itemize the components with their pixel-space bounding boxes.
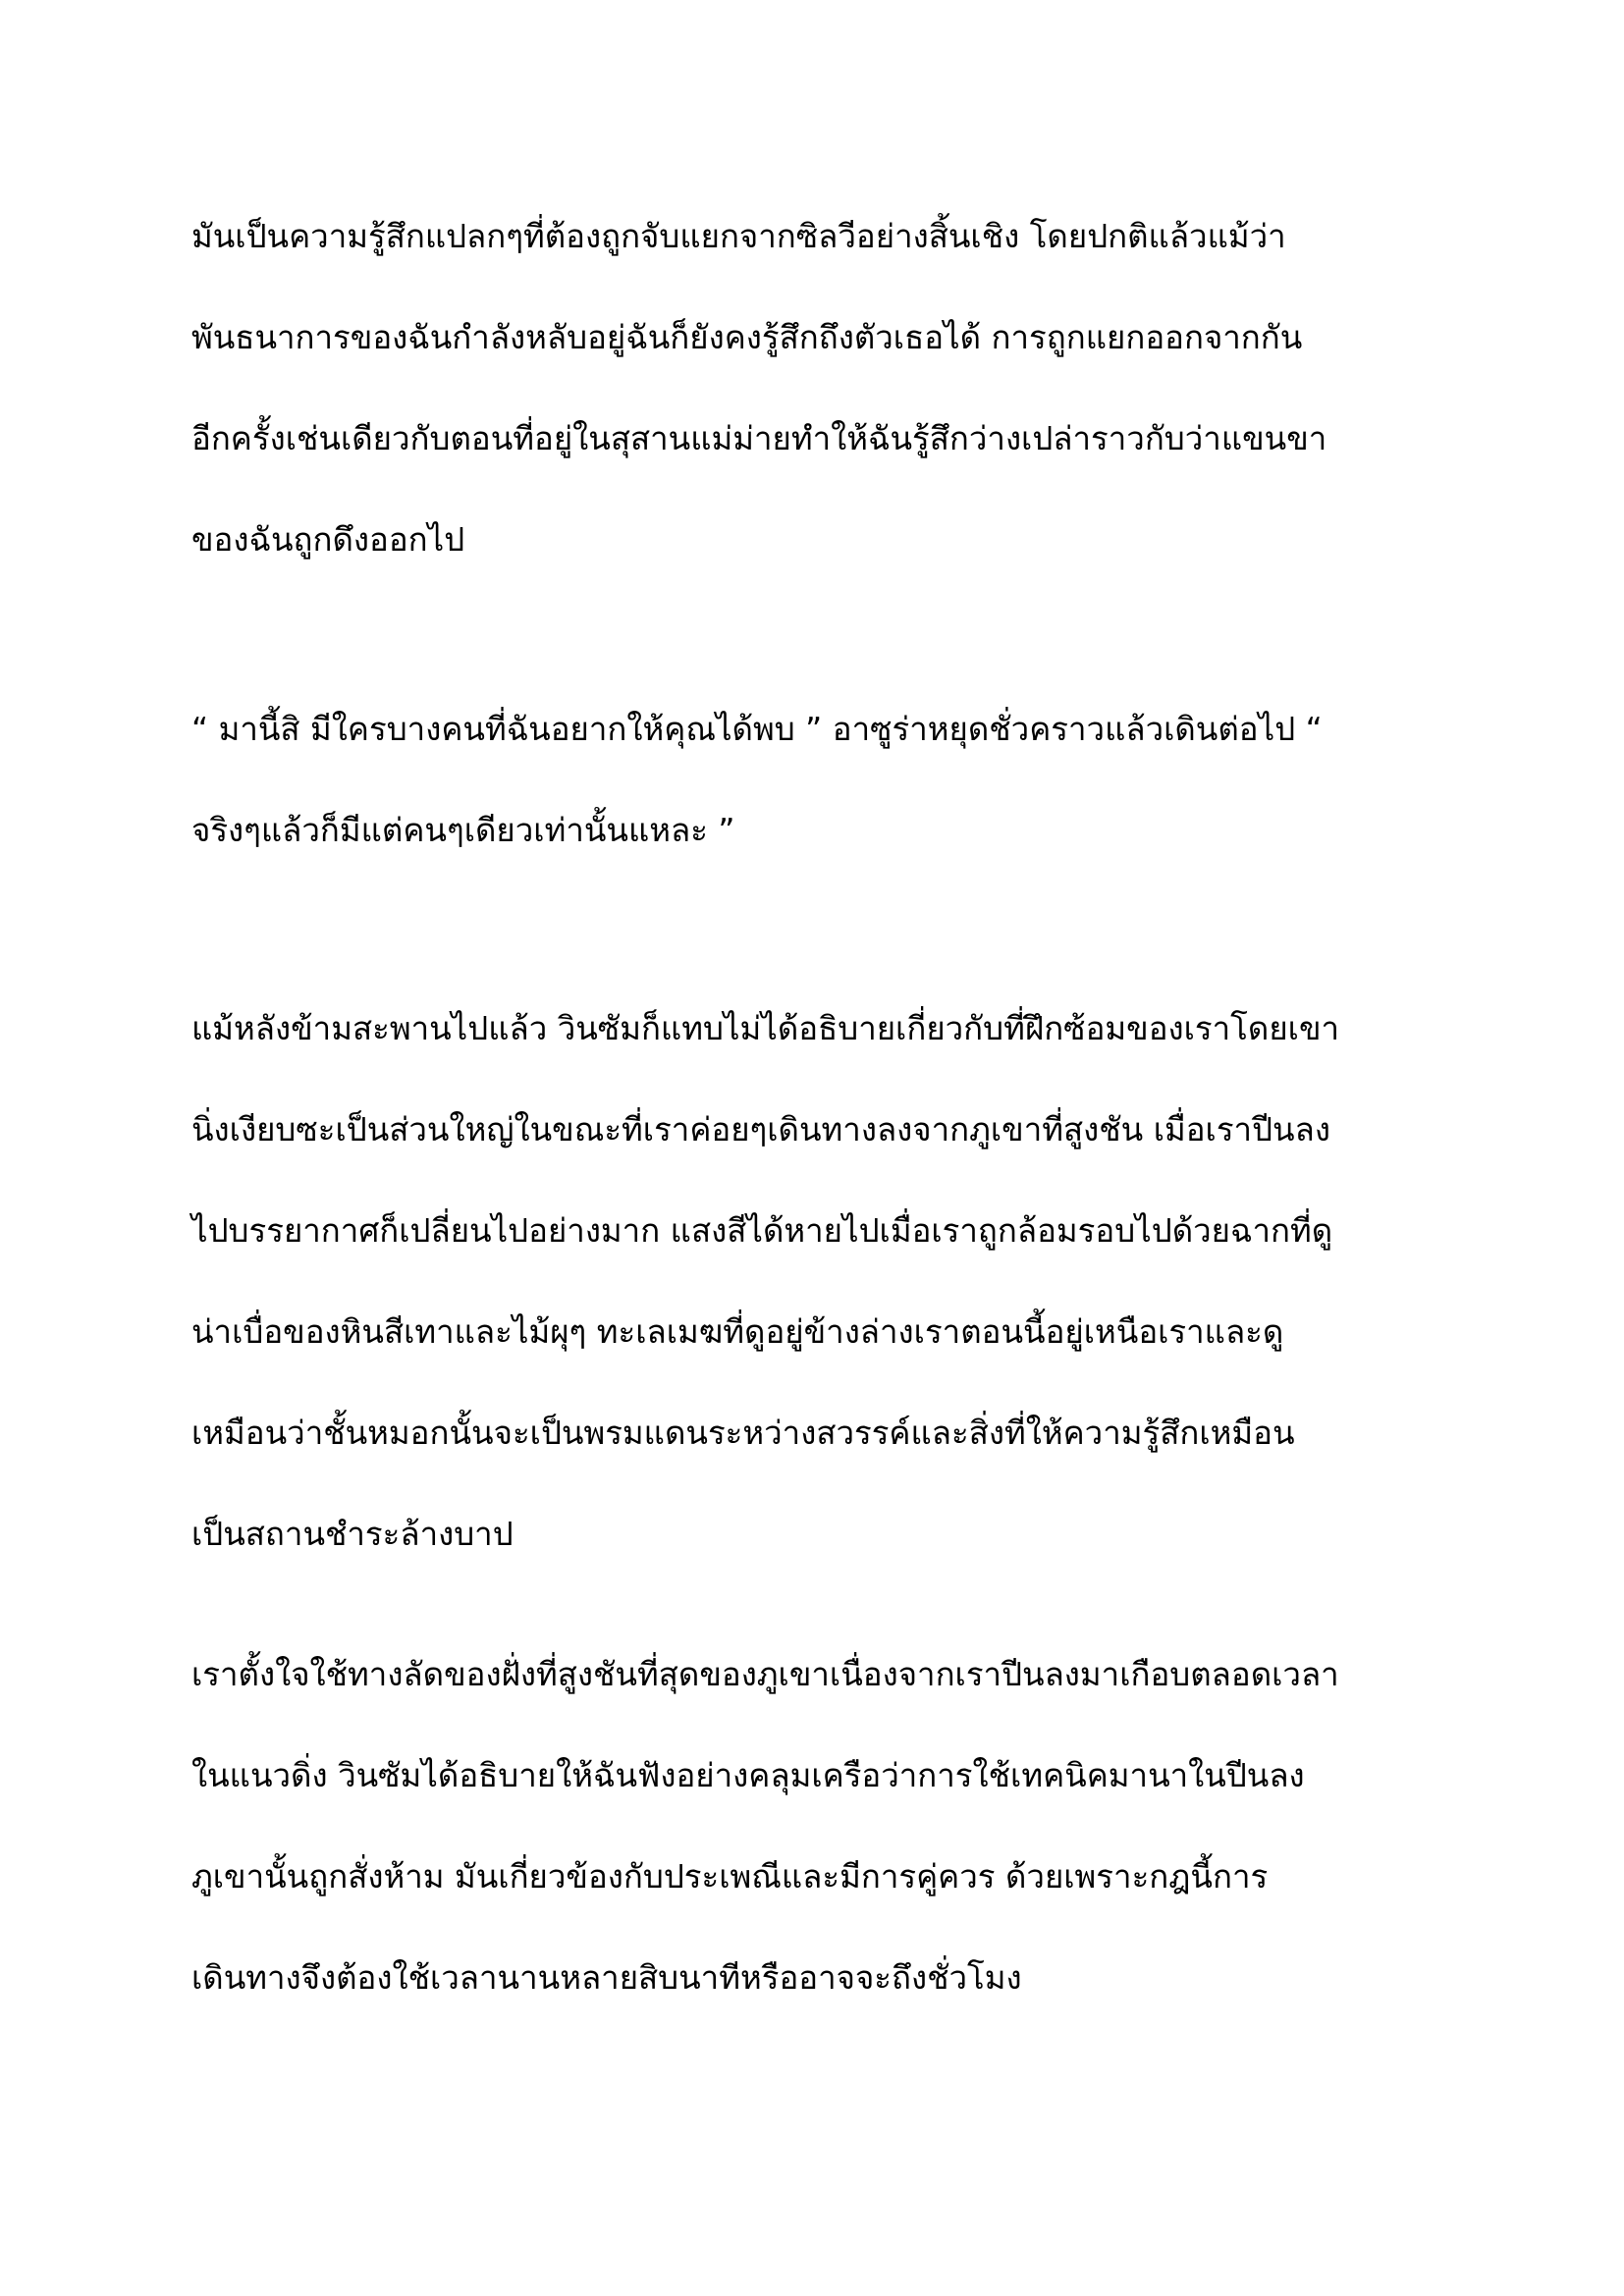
text-line: จริงๆแล้วก็มีแต่คนๆเดียวเท่านั้นแหละ ”	[191, 811, 735, 849]
text-line: เดินทางจึงต้องใช้เวลานานหลายสิบนาทีหรืออาจจะถึงชั่วโมง	[191, 1958, 1022, 1997]
text-line: แม้หลังข้ามสะพานไปแล้ว วินซัมก็แทบไม่ได้อธิบายเกี่ยวกับที่ฝึกซ้อมของเราโดยเขา	[191, 1009, 1340, 1047]
text-line: น่าเบื่อของหินสีเทาและไม้ผุๆ ทะเลเมฆที่ดูอยู่ข้างล่างเราตอนนี้อยู่เหนือเราและดู	[191, 1312, 1284, 1351]
text-line: ในแนวดิ่ง วินซัมได้อธิบายให้ฉันฟังอย่างคลุมเครือว่าการใช้เทคนิคมานาในปีนลง	[191, 1756, 1305, 1794]
text-line: เราตั้งใจใช้ทางลัดของฝั่งที่สูงชันที่สุดของภูเขาเนื่องจากเราปีนลงมาเกือบตลอดเวลา	[191, 1655, 1339, 1693]
paragraph-4	[191, 1624, 1458, 2028]
text-line: พันธนาการของฉันกำลังหลับอยู่ฉันก็ยังคงรู้สึกถึงตัวเธอได้ การถูกแยกออกจากกัน	[191, 318, 1303, 356]
text-line: อีกครั้งเช่นเดียวกับตอนที่อยู่ในสุสานแม่ม่ายทำให้ฉันรู้สึกว่างเปล่าราวกับว่าแขนขา	[191, 419, 1327, 457]
text-line: เป็นสถานชำระล้างบาป	[191, 1515, 514, 1553]
text-line: ไปบรรยากาศก็เปลี่ยนไปอย่างมาก แสงสีได้หายไปเมื่อเราถูกล้อมรอบไปด้วยฉากที่ดู	[191, 1211, 1333, 1250]
text-line: นิ่งเงียบซะเป็นส่วนใหญ่ในขณะที่เราค่อยๆเดินทางลงจากภูเขาที่สูงชัน เมื่อเราปีนลง	[191, 1110, 1330, 1148]
text-line: ของฉันถูกดึงออกไป	[191, 520, 465, 559]
paragraph-3	[191, 978, 1458, 1584]
text-line: “ มานี้สิ มีใครบางคนที่ฉันอยากให้คุณได้พบ ” อาซูร่าหยุดชั่วคราวแล้วเดินต่อไป “	[191, 710, 1323, 748]
text-line: ภูเขานั้นถูกสั่งห้าม มันเกี่ยวข้องกับประเพณีและมีการคู่ควร ด้วยเพราะกฎนี้การ	[191, 1857, 1269, 1896]
text-line: เหมือนว่าชั้นหมอกนั้นจะเป็นพรมแดนระหว่างสวรรค์และสิ่งที่ให้ความรู้สึกเหมือน	[191, 1414, 1295, 1452]
paragraph-2	[191, 678, 1458, 881]
text-line: มันเป็นความรู้สึกแปลกๆที่ต้องถูกจับแยกจากซิลวีอย่างสิ้นเชิง โดยปกติแล้วแม้ว่า	[191, 217, 1286, 255]
paragraph-1	[191, 186, 1458, 590]
